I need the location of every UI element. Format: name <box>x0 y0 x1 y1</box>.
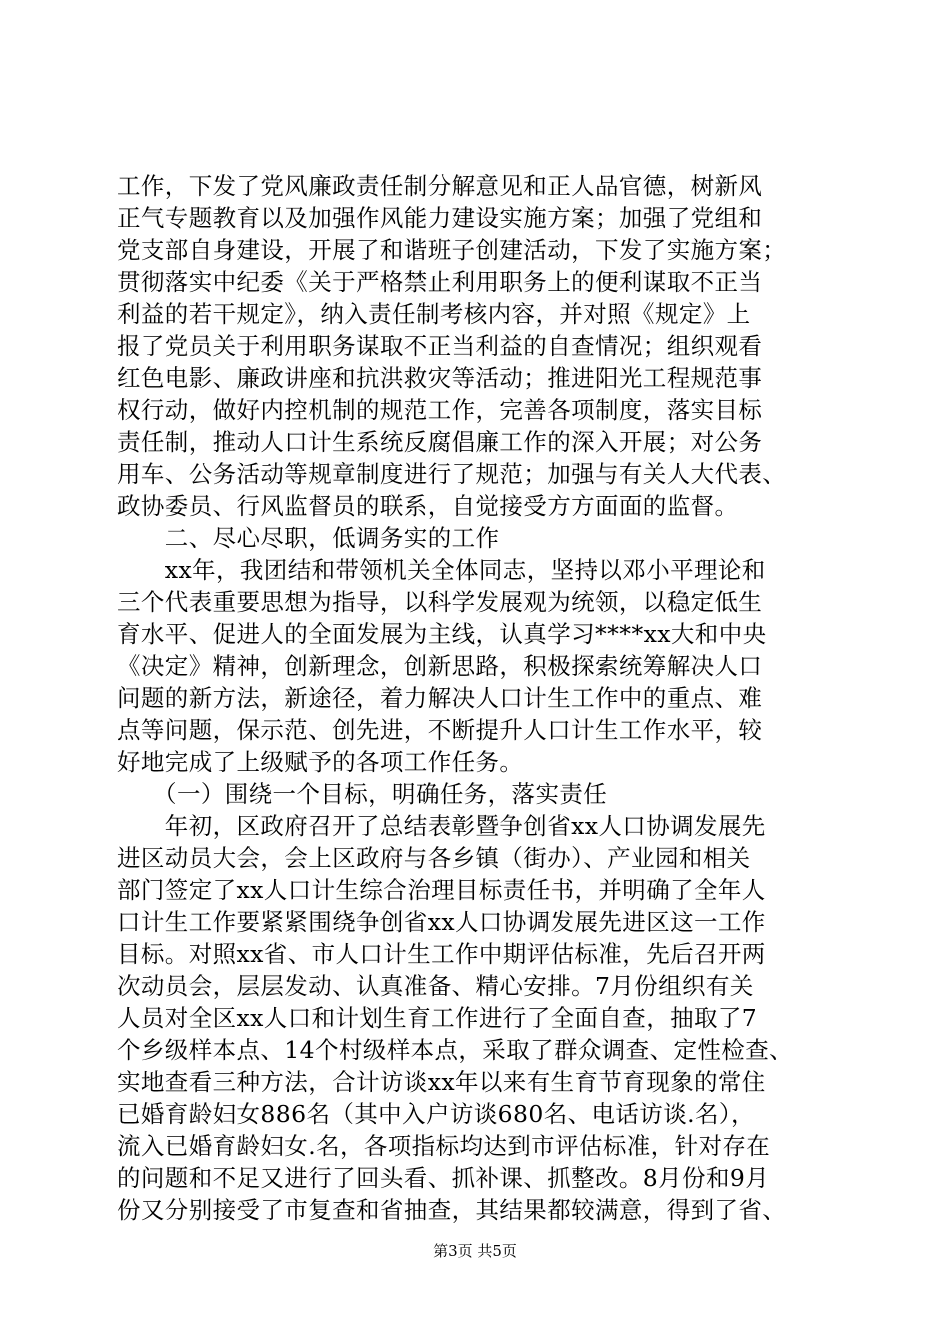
body-line: 用车、公务活动等规章制度进行了规范；加强与有关人大代表、 <box>117 460 787 488</box>
section-heading: 二、尽心尽职，低调务实的工作 <box>117 524 500 552</box>
body-line: 实地查看三种方法，合计访谈xx年以来有生育节育现象的常住 <box>117 1068 766 1096</box>
body-line: 的问题和不足又进行了回头看、抓补课、抓整改。8月份和9月 <box>117 1164 770 1192</box>
body-line: 进区动员大会，会上区政府与各乡镇（街办）、产业园和相关 <box>117 844 751 872</box>
subsection-heading: （一）围绕一个目标，明确任务，落实责任 <box>117 780 608 808</box>
body-line: 部门签定了xx人口计生综合治理目标责任书，并明确了全年人 <box>117 876 766 904</box>
body-line: 红色电影、廉政讲座和抗洪救灾等活动；推进阳光工程规范事 <box>117 364 763 392</box>
body-line: 目标。对照xx省、市人口计生工作中期评估标准，先后召开两 <box>117 940 766 968</box>
body-line: 利益的若干规定》，纳入责任制考核内容，并对照《规定》上 <box>117 300 751 328</box>
body-line: 份又分别接受了市复查和省抽查，其结果都较满意，得到了省、 <box>117 1196 787 1224</box>
body-line: 三个代表重要思想为指导，以科学发展观为统领，以稳定低生 <box>117 588 763 616</box>
body-line: 贯彻落实中纪委《关于严格禁止利用职务上的便利谋取不正当 <box>117 268 763 296</box>
body-line: 个乡级样本点、14个村级样本点，采取了群众调查、定性检查、 <box>117 1036 794 1064</box>
page-footer: 第3页 共5页 <box>433 1242 517 1260</box>
body-line: 次动员会，层层发动、认真准备、精心安排。7月份组织有关 <box>117 972 754 1000</box>
body-line: 年初，区政府召开了总结表彰暨争创省xx人口协调发展先 <box>117 812 766 840</box>
body-line: 正气专题教育以及加强作风能力建设实施方案；加强了党组和 <box>117 204 763 232</box>
body-line: 政协委员、行风监督员的联系，自觉接受方方面面的监督。 <box>117 492 739 520</box>
body-line: 权行动，做好内控机制的规范工作，完善各项制度，落实目标 <box>117 396 763 424</box>
body-line: 好地完成了上级赋予的各项工作任务。 <box>117 748 524 776</box>
body-line: 责任制，推动人口计生系统反腐倡廉工作的深入开展；对公务 <box>117 428 763 456</box>
body-line: 流入已婚育龄妇女.名，各项指标均达到市评估标准，针对存在 <box>117 1132 771 1160</box>
body-line: 育水平、促进人的全面发展为主线，认真学习****xx大和中央 <box>117 620 767 648</box>
body-line: 党支部自身建设，开展了和谐班子创建活动，下发了实施方案； <box>117 236 787 264</box>
body-line: xx年，我团结和带领机关全体同志，坚持以邓小平理论和 <box>117 556 766 584</box>
body-line: 工作，下发了党风廉政责任制分解意见和正人品官德，树新风 <box>117 172 763 200</box>
body-line: 已婚育龄妇女886名（其中入户访谈680名、电话访谈.名）， <box>117 1100 755 1128</box>
body-line: 人员对全区xx人口和计划生育工作进行了全面自查，抽取了7 <box>117 1004 758 1032</box>
body-line: 报了党员关于利用职务谋取不正当利益的自查情况；组织观看 <box>117 332 763 360</box>
body-line: 《决定》精神，创新理念，创新思路，积极探索统筹解决人口 <box>117 652 763 680</box>
body-line: 点等问题，保示范、创先进，不断提升人口计生工作水平，较 <box>117 716 763 744</box>
body-line: 口计生工作要紧紧围绕争创省xx人口协调发展先进区这一工作 <box>117 908 766 936</box>
body-line: 问题的新方法，新途径，着力解决人口计生工作中的重点、难 <box>117 684 763 712</box>
